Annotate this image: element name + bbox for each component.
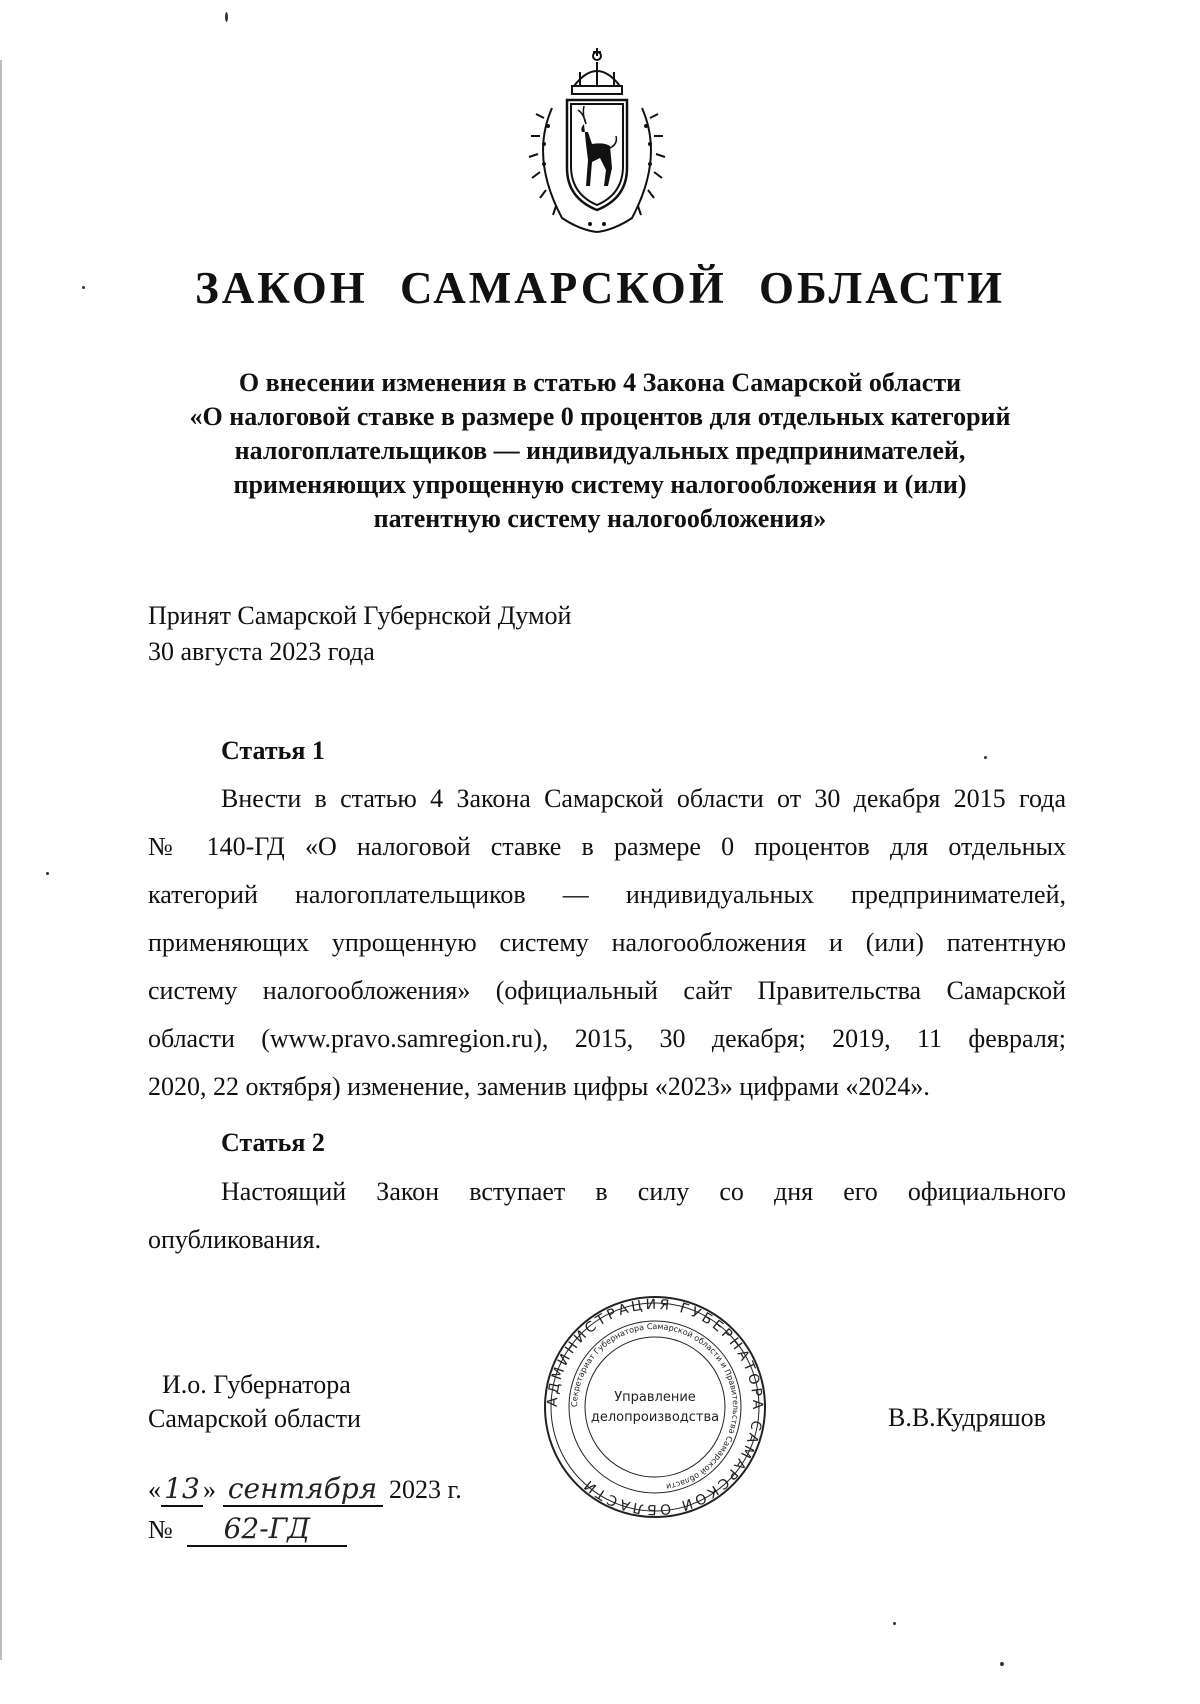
official-seal-icon [540,1295,770,1520]
adoption-line: Принят Самарской Губернской Думой [148,601,572,630]
article-line: 2020, 22 октября) изменение, заменив цифры «2023» цифрами «2024». [148,1072,930,1101]
article-line: применяющих упрощенную систему налогообложения и (или) патентную [148,928,1066,957]
article-1-heading: Статья 1 [221,736,325,765]
subtitle-line: «О налоговой ставке в размере 0 процентов для отдельных категорий [189,402,1011,431]
law-title: ЗАКОН САМАРСКОЙ ОБЛАСТИ [195,263,1005,313]
stamp-center-line: Управление [614,1390,696,1405]
article-line: Настоящий Закон вступает в силу со дня его официального [221,1177,1066,1206]
samara-coat-of-arms-icon [522,48,672,238]
law-number [148,1512,347,1547]
article-line: Внести в статью 4 Закона Самарской области от 30 декабря 2015 года [221,784,1066,813]
date-close-quote: » [203,1475,216,1504]
article-2-text [148,1168,1066,1264]
article-line: опубликования. [148,1225,322,1254]
svg-text:Секретариат Губернатора Самарс [570,1322,740,1491]
law-number-label: № [148,1515,173,1544]
article-2-heading: Статья 2 [221,1128,325,1157]
article-line: № 140-ГД «О налоговой ставке в размере 0 процентов для отдельных [148,832,1066,861]
law-number-value: 62-ГД [187,1512,347,1547]
subtitle-line: налогоплательщиков — индивидуальных предпринимателей, [234,436,966,465]
signatory-title-line: И.о. Губернатора [162,1370,351,1399]
date-open-quote: « [148,1475,161,1504]
article-1-text [148,775,1066,1111]
subtitle-line: О внесении изменения в статью 4 Закона Самарской области [238,368,962,397]
article-line: области (www.pravo.samregion.ru), 2015, 30 декабря; 2019, 11 февраля; [148,1024,1066,1053]
stamp-center-line: делопроизводства [590,1410,720,1425]
date-year: 2023 г. [389,1475,462,1504]
signing-date [148,1472,462,1507]
stamp-inner-text: Секретариат Губернатора Самарской области и Правительства Самарской области [569,1321,741,1492]
stamp-outer-text: АДМИНИСТРАЦИЯ ГУБЕРНАТОРА САМАРСКОЙ ОБЛАСТИ [544,1296,766,1518]
article-line: категорий налогоплательщиков — индивидуальных предпринимателей, [148,880,1066,909]
adoption-date: 30 августа 2023 года [148,637,375,666]
signatory-title [148,1368,361,1436]
signatory-title-line: Самарской области [148,1404,361,1433]
signatory-name: В.В.Кудряшов [888,1403,1046,1432]
article-line: систему налогообложения» (официальный сайт Правительства Самарской [148,976,1066,1005]
date-month: сентября [223,1472,383,1507]
date-day: 13 [161,1472,203,1507]
adoption-note [148,598,571,670]
subtitle-line: патентную систему налогообложения» [373,504,827,533]
subtitle-line: применяющих упрощенную систему налогообложения и (или) [233,470,967,499]
law-subtitle [120,366,1080,536]
